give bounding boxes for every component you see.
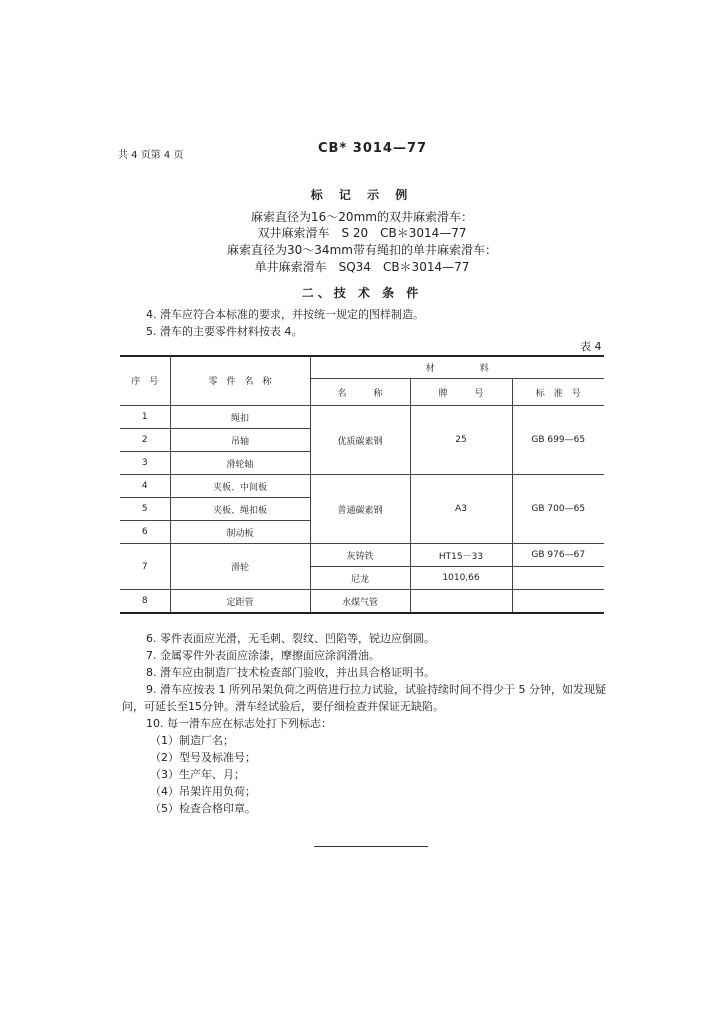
header-standard: 标 准 号: [512, 379, 604, 406]
part-5: 夹板、绳扣板: [170, 498, 310, 521]
material-std-g4: [512, 590, 604, 613]
item-10: 10. 每一滑车应在标志处打下列标志：: [146, 717, 332, 730]
table-bottom-rule: [120, 612, 604, 614]
item-7: 7. 金属零件外表面应涂漆，摩擦面应涂润滑油。: [146, 649, 380, 662]
material-std-g3b: [512, 567, 604, 590]
item-9-cont: 问，可延长至15分钟。滑车经试验后，要仔细检查并保证无缺陷。: [122, 700, 444, 713]
header-part-name: 零 件 名 称: [170, 356, 310, 406]
end-rule: [314, 846, 428, 847]
item-6: 6. 零件表面应光滑，无毛刺、裂纹、凹陷等，锐边应倒圆。: [146, 632, 435, 645]
seq-3: 3: [120, 452, 170, 475]
mark-5: （5）检查合格印章。: [150, 802, 256, 815]
header-seq: 序 号: [131, 377, 159, 387]
item-4: 4. 滑车应符合本标准的要求，并按统一规定的图样制造。: [146, 308, 424, 321]
material-std-g1: GB 699—65: [512, 406, 604, 475]
material-grade-g4: [410, 590, 512, 613]
seq-2: 2: [120, 429, 170, 452]
material-name-g2: 普通碳素钢: [310, 475, 410, 544]
part-1: 绳扣: [170, 406, 310, 429]
mark-1: （1）制造厂名；: [150, 734, 234, 747]
table-label: 表 4: [580, 340, 602, 353]
marking-line-1: 麻索直径为16～20mm的双井麻索滑车：: [251, 210, 473, 224]
seq-4: 4: [120, 475, 170, 498]
marking-line-2: 双井麻索滑车 S 20 CB＊3014—77: [257, 226, 467, 240]
marking-line-3: 麻索直径为30～34mm带有绳扣的单井麻索滑车：: [227, 243, 497, 257]
mark-3: （3）生产年、月；: [150, 768, 245, 781]
material-std-g3a: GB 976—67: [512, 544, 604, 567]
material-grade-g1: 25: [410, 406, 512, 475]
mark-2: （2）型号及标准号；: [150, 751, 256, 764]
seq-8: 8: [120, 590, 170, 613]
materials-table: [120, 356, 604, 612]
seq-5: 5: [120, 498, 170, 521]
part-2: 吊轴: [170, 429, 310, 452]
material-std-g2: GB 700—65: [512, 475, 604, 544]
header-material-name: 名 称: [310, 379, 410, 406]
item-8: 8. 滑车应由制造厂技术检查部门验收，并出具合格证明书。: [146, 666, 435, 679]
mark-4: （4）吊架许用负荷；: [150, 785, 256, 798]
material-name-g3a: 灰铸铁: [310, 544, 410, 567]
item-5: 5. 滑车的主要零件材料按表 4。: [146, 325, 303, 338]
standard-number: CB* 3014—77: [318, 141, 428, 156]
header-material: 材 料: [310, 356, 604, 379]
part-3: 滑轮轴: [170, 452, 310, 475]
material-name-g3b: 尼龙: [310, 567, 410, 590]
material-grade-g3a: HT15－33: [410, 544, 512, 567]
page-info: 共 4 页第 4 页: [118, 150, 184, 161]
marking-line-4: 单井麻索滑车 SQ34 CB＊3014—77: [254, 260, 470, 274]
material-name-g4: 水煤气管: [310, 590, 410, 613]
part-6: 制动板: [170, 521, 310, 544]
tech-conditions-title: 二、技 术 条 件: [301, 286, 423, 300]
material-name-g1: 优质碳素钢: [310, 406, 410, 475]
material-grade-g2: A3: [410, 475, 512, 544]
seq-1: 1: [120, 406, 170, 429]
seq-6: 6: [120, 521, 170, 544]
part-7: 滑轮: [170, 544, 310, 590]
part-4: 夹板、中间板: [170, 475, 310, 498]
material-grade-g3b: 1010,66: [410, 567, 512, 590]
marking-examples-title: 标 记 示 例: [310, 188, 414, 202]
part-8: 定距管: [170, 590, 310, 613]
seq-7: 7: [120, 544, 170, 590]
item-9: 9. 滑车应按表 1 所列吊架负荷之两倍进行拉力试验，试验持续时间不得少于 5 分钟，如发现疑: [146, 683, 606, 696]
header-grade: 牌 号: [410, 379, 512, 406]
